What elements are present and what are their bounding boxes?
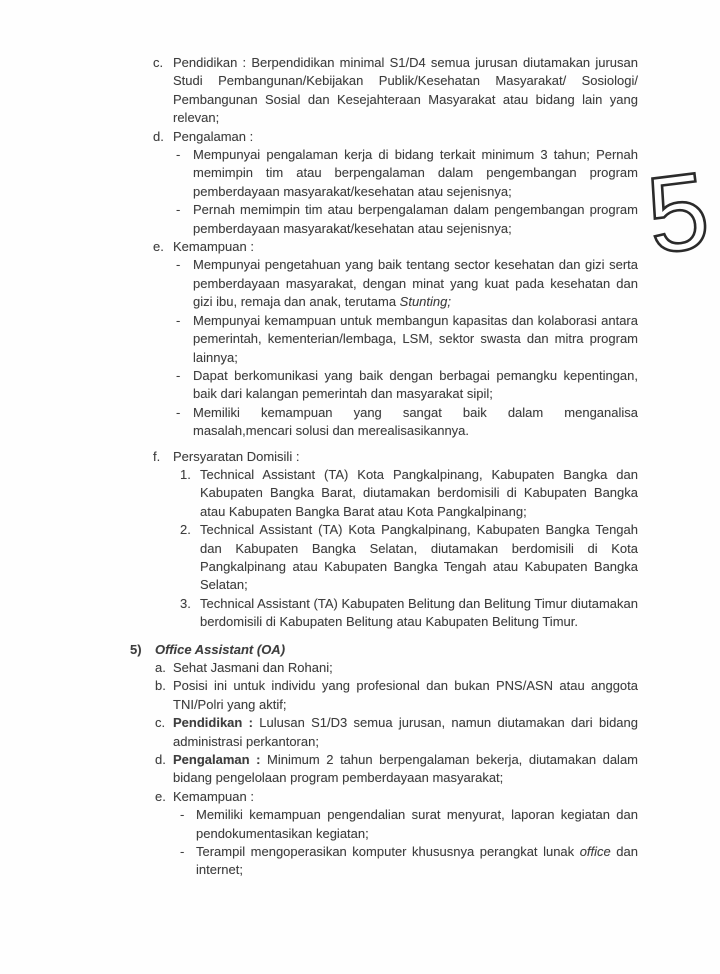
numbered-text: Technical Assistant (TA) Kabupaten Belitung dan Belitung Timur diutamakan berdomisili di Kabupaten Belitung atau Kabupaten Belitung Timur. (200, 595, 638, 630)
bullet-text (196, 843, 638, 880)
oa-item-b (155, 677, 638, 714)
item-text: Minimum 2 tahun berpengalaman bekerja, diutamakan dalam bidang pengelolaan program pemberdayaan masyarakat; (173, 752, 638, 786)
section-title: Office Assistant (OA) (155, 641, 286, 657)
dash-bullet: - (176, 367, 181, 383)
oa-item-e-bullet-1 (180, 806, 638, 843)
bullet-text (193, 404, 638, 441)
bullet-text-italic: Stunting; (399, 294, 451, 310)
dash-bullet: - (176, 312, 181, 328)
ta-item-e-bullet-3 (176, 367, 638, 404)
list-marker: a. (155, 660, 166, 675)
numbered-text: Technical Assistant (TA) Kota Pangkalpinang, Kabupaten Bangka dan Kabupaten Bangka Barat, diutamakan berdomisili di Kabupaten Bangka atau Kabupaten Bangka Barat atau Kota Pangkalpinang; (200, 466, 638, 519)
ta-item-d-bullet-1 (176, 146, 638, 201)
dash-bullet: - (176, 404, 181, 420)
bullet-text-after: dan internet; (196, 844, 638, 878)
oa-section-heading (130, 641, 638, 659)
list-text: Posisi ini untuk individu yang profesional dan bukan PNS/ASN atau anggota TNI/Polri yang aktif; (173, 678, 638, 712)
oa-item-c (155, 714, 638, 751)
dash-bullet: - (176, 202, 181, 218)
section-number: 5) (130, 641, 142, 657)
item-label: Pengalaman : (173, 752, 261, 768)
list-marker: e. (153, 239, 164, 255)
dash-bullet: - (180, 844, 185, 860)
ta-item-e-bullet-4 (176, 404, 638, 441)
bullet-line-1: Memiliki kemampuan yang sangat baik dalam menganalisa (193, 404, 638, 420)
dash-bullet: - (176, 257, 181, 273)
list-heading: Persyaratan Domisili : (173, 448, 300, 464)
bullet-text-normal: Mempunyai pengetahuan yang baik tentang sector kesehatan dan gizi serta pemberdayaan masyarakat, dengan minat yang kuat pada kesehatan dan gizi ibu, remaja dan anak, terutama (193, 257, 638, 310)
watermark-digit: 5 (640, 158, 716, 270)
number-marker: 1. (180, 466, 191, 482)
list-text: Sehat Jasmani dan Rohani; (173, 660, 333, 675)
bullet-text: Dapat berkomunikasi yang baik dengan berbagai pemangku kepentingan, baik dari kalangan pemerintah dan masyarakat sipil; (193, 367, 638, 402)
oa-item-e (155, 788, 638, 806)
list-heading: Kemampuan : (173, 239, 254, 255)
bullet-text (193, 256, 638, 311)
list-marker: c. (155, 715, 166, 731)
item-label: Pendidikan : (173, 715, 253, 731)
list-heading: Pengalaman : (173, 128, 254, 144)
list-text: Pendidikan : Berpendidikan minimal S1/D4 semua jurusan diutamakan jurusan Studi Pembangunan/Kebijakan Publik/Kesehatan Masyarakat/ Sosiologi/ Pembangunan Sosial dan Kesejahteraan Masyarakat atau bidang lain yang relevan; (173, 55, 638, 126)
ta-item-f-number-2 (180, 521, 638, 595)
bullet-line-2: masalah,mencari solusi dan merealisasikannya. (193, 423, 470, 439)
dash-bullet: - (180, 807, 185, 823)
bullet-text-normal: Terampil mengoperasikan komputer khususnya perangkat lunak (196, 844, 580, 860)
bullet-text-italic: office (579, 844, 611, 860)
page-number-watermark (636, 158, 720, 270)
dash-bullet: - (176, 147, 181, 163)
list-marker: c. (153, 55, 164, 70)
list-heading: Kemampuan : (173, 788, 254, 804)
list-marker: b. (155, 678, 166, 694)
oa-item-e-bullet-2 (180, 843, 638, 880)
document-body (130, 54, 638, 880)
ta-item-f-number-3 (180, 595, 638, 632)
item-text: Lulusan S1/D3 semua jurusan, namun diutamakan dari bidang administrasi perkantoran; (173, 715, 638, 749)
ta-item-f (153, 448, 638, 466)
oa-item-d (155, 751, 638, 788)
page-number-5-outline-icon (636, 158, 720, 270)
ta-item-e-bullet-2 (176, 312, 638, 367)
bullet-text: Mempunyai pengalaman kerja di bidang terkait minimum 3 tahun; Pernah memimpin tim atau berpengalaman dalam pengembangan program pemberdayaan masyarakat/kesehatan atau sejenisnya; (193, 147, 638, 199)
list-text (173, 714, 638, 751)
list-marker: e. (155, 788, 166, 804)
bullet-text: Memiliki kemampuan pengendalian surat menyurat, laporan kegiatan dan pendokumentasikan kegiatan; (196, 807, 638, 841)
list-marker: d. (155, 752, 166, 768)
oa-item-a (155, 659, 638, 677)
list-marker: f. (153, 448, 161, 464)
ta-item-d (153, 128, 638, 146)
ta-item-e-bullet-1 (176, 256, 638, 311)
number-marker: 3. (180, 595, 191, 611)
number-marker: 2. (180, 522, 191, 538)
ta-item-e (153, 238, 638, 256)
list-text (173, 751, 638, 788)
ta-item-c (153, 54, 638, 128)
bullet-text: Mempunyai kemampuan untuk membangun kapasitas dan kolaborasi antara pemerintah, kementerian/lembaga, LSM, sektor swasta dan mitra program lainnya; (193, 312, 638, 365)
bullet-text: Pernah memimpin tim atau berpengalaman dalam pengembangan program pemberdayaan masyarakat/kesehatan atau sejenisnya; (193, 202, 638, 236)
numbered-text: Technical Assistant (TA) Kota Pangkalpinang, Kabupaten Bangka Tengah dan Kabupaten Bangka Selatan, diutamakan berdomisili di Kota Pangkalpinang atau Kabupaten Bangka Tengah atau Kabupaten Bangka Selatan; (200, 522, 638, 593)
ta-item-d-bullet-2 (176, 201, 638, 238)
ta-item-f-number-1 (180, 466, 638, 521)
list-marker: d. (153, 128, 164, 144)
